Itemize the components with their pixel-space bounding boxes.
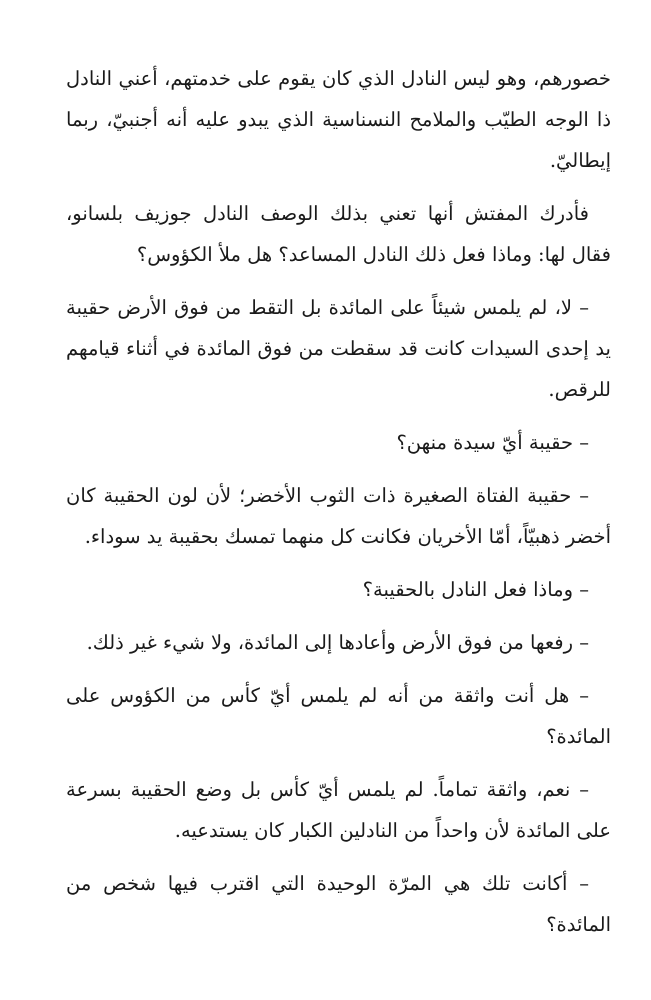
dialogue-line: – حقيبة أيّ سيدة منهن؟ xyxy=(396,431,589,454)
dialogue-line: – حقيبة الفتاة الصغيرة ذات الثوب الأخضر؛ لأن لون الحقيبة كان أخضر ذهبيّاً، أمّا الأخريان فكانت كل منهما تمسك بحقيبة يد سوداء. xyxy=(66,484,611,548)
paragraph-narration: فأدرك المفتش أنها تعني بذلك الوصف النادل جوزيف بلسانو، فقال لها: وماذا فعل ذلك النادل المساعد؟ هل ملأ الكؤوس؟ xyxy=(66,202,611,266)
dialogue-line: – وماذا فعل النادل بالحقيبة؟ xyxy=(362,578,589,601)
paragraph-continuation: خصورهم، وهو ليس النادل الذي كان يقوم على خدمتهم، أعني النادل ذا الوجه الطيّب والملامح النسناسية الذي يبدو عليه أنه أجنبيّ، ربما إيطاليّ. xyxy=(66,67,611,172)
dialogue-line: – نعم، واثقة تماماً. لم يلمس أيّ كأس بل وضع الحقيبة بسرعة على المائدة لأن واحداً من النادلين الكبار كان يستدعيه. xyxy=(66,778,611,842)
dialogue-line: – رفعها من فوق الأرض وأعادها إلى المائدة، ولا شيء غير ذلك. xyxy=(86,631,589,654)
dialogue-line: – أكانت تلك هي المرّة الوحيدة التي اقترب فيها شخص من المائدة؟ xyxy=(66,872,611,936)
dialogue-line: – هل أنت واثقة من أنه لم يلمس أيّ كأس من الكؤوس على المائدة؟ xyxy=(66,684,611,748)
dialogue-line: – لا، لم يلمس شيئاً على المائدة بل التقط من فوق الأرض حقيبة يد إحدى السيدات كانت قد سقطت من فوق المائدة في أثناء قيامهم للرقص. xyxy=(66,296,611,401)
